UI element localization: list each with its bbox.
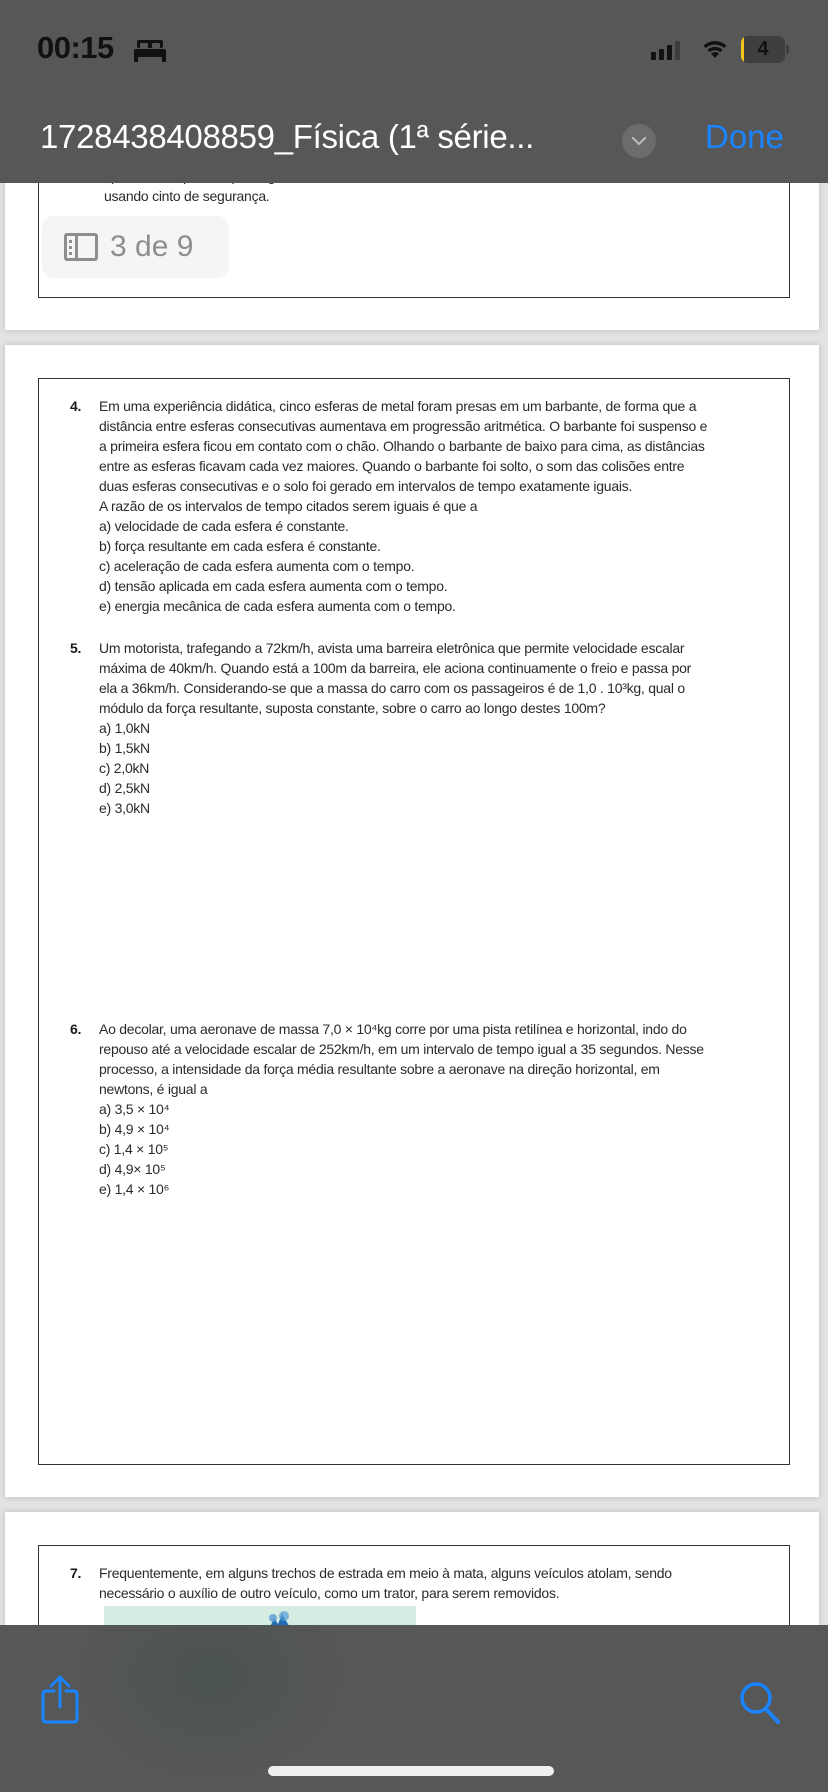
question-text-line: necessário o auxílio de outro veículo, como um trator, para serem removidos. [99,1585,560,1601]
question-number: 7. [70,1565,82,1581]
answer-option-c: c) 1,4 × 10⁵ [99,1141,169,1157]
sidebar-icon [64,233,98,261]
page-indicator-label: 3 de 9 [110,230,194,263]
question-text-line: newtons, é igual a [99,1081,208,1097]
question-number: 4. [70,398,82,414]
question-text-line: A razão de os intervalos de tempo citados serem iguais é que a [99,498,478,514]
cellular-signal-icon [651,40,680,60]
question-number: 6. [70,1021,82,1037]
question-text-line: Ao decolar, uma aeronave de massa 7,0 × 10⁴kg corre por uma pista retilínea e horizontal, indo do [99,1021,687,1037]
answer-option-a: a) 1,0kN [99,720,150,736]
question-5 [70,638,779,818]
status-bar [0,0,828,100]
question-text-line: Em uma experiência didática, cinco esferas de metal foram presas em um barbante, de forma que a [99,398,697,414]
option-e-line2: usando cinto de segurança. [104,188,270,204]
status-time: 00:15 [37,30,114,65]
answer-option-a: a) velocidade de cada esfera é constante. [99,518,349,534]
question-text-line: Frequentemente, em alguns trechos de estrada em meio à mata, alguns veículos atolam, sendo [99,1565,672,1581]
answer-option-e: e) 1,4 × 10⁶ [99,1181,170,1197]
question-text-line: duas esferas consecutivas e o solo foi gerado em intervalos de tempo exatamente iguais. [99,478,633,494]
search-icon[interactable] [738,1680,784,1726]
answer-option-c: c) 2,0kN [99,760,150,776]
answer-option-a: a) 3,5 × 10⁴ [99,1101,170,1117]
pdf-page-current [5,345,819,1497]
navigation-header [0,0,828,183]
bed-icon [134,40,166,62]
question-text-line: ela a 36km/h. Considerando-se que a massa do carro com os passageiros é de 1,0 . 10³kg, qual o [99,680,685,696]
wifi-icon [700,36,730,60]
battery-level: 4 [757,38,769,60]
question-text-line: Um motorista, trafegando a 72km/h, avista uma barreira eletrônica que permite velocidade escalar [99,640,685,656]
answer-option-b: b) 1,5kN [99,740,150,756]
question-number: 5. [70,640,82,656]
question-7 [70,1563,779,1603]
page-indicator[interactable] [42,216,229,278]
question-text-line: repouso até a velocidade escalar de 252km/h, em um intervalo de tempo igual a 35 segundos. Nesse [99,1041,704,1057]
battery-icon [741,36,789,63]
document-title[interactable]: 1728438408859_Física (1ª série... [40,118,534,155]
answer-option-d: d) tensão aplicada em cada esfera aumenta com o tempo. [99,578,448,594]
title-menu-button[interactable] [622,124,656,158]
done-button[interactable]: Done [705,118,784,155]
question-text-line: a primeira esfera ficou em contato com o chão. Olhando o barbante de baixo para cima, as distâncias [99,438,705,454]
answer-option-e: e) energia mecânica de cada esfera aumenta com o tempo. [99,598,456,614]
page-content-frame [38,378,790,1465]
question-4 [70,396,779,616]
question-text-line: módulo da força resultante, suposta constante, sobre o carro ao longo destes 100m? [99,700,606,716]
question-text-line: distância entre esferas consecutivas aumentava em progressão aritmética. O barbante foi suspenso e [99,418,708,434]
answer-option-b: b) 4,9 × 10⁴ [99,1121,170,1137]
home-indicator[interactable] [0,1766,828,1776]
answer-option-d: d) 4,9× 10⁵ [99,1161,166,1177]
question-6 [70,1019,779,1199]
question-text-line: máxima de 40km/h. Quando está a 100m da barreira, ele aciona continuamente o freio e passa por [99,660,692,676]
answer-option-e: e) 3,0kN [99,800,150,816]
question-text-line: processo, a intensidade da força média resultante sobre a aeronave na direção horizontal, em [99,1061,660,1077]
answer-option-d: d) 2,5kN [99,780,150,796]
answer-option-c: c) aceleração de cada esfera aumenta com o tempo. [99,558,415,574]
chevron-down-icon [631,136,647,146]
question-text-line: entre as esferas ficavam cada vez maiores. Quando o barbante foi solto, o som das colisões entre [99,458,685,474]
share-icon[interactable] [40,1675,80,1725]
answer-option-b: b) força resultante em cada esfera é constante. [99,538,381,554]
